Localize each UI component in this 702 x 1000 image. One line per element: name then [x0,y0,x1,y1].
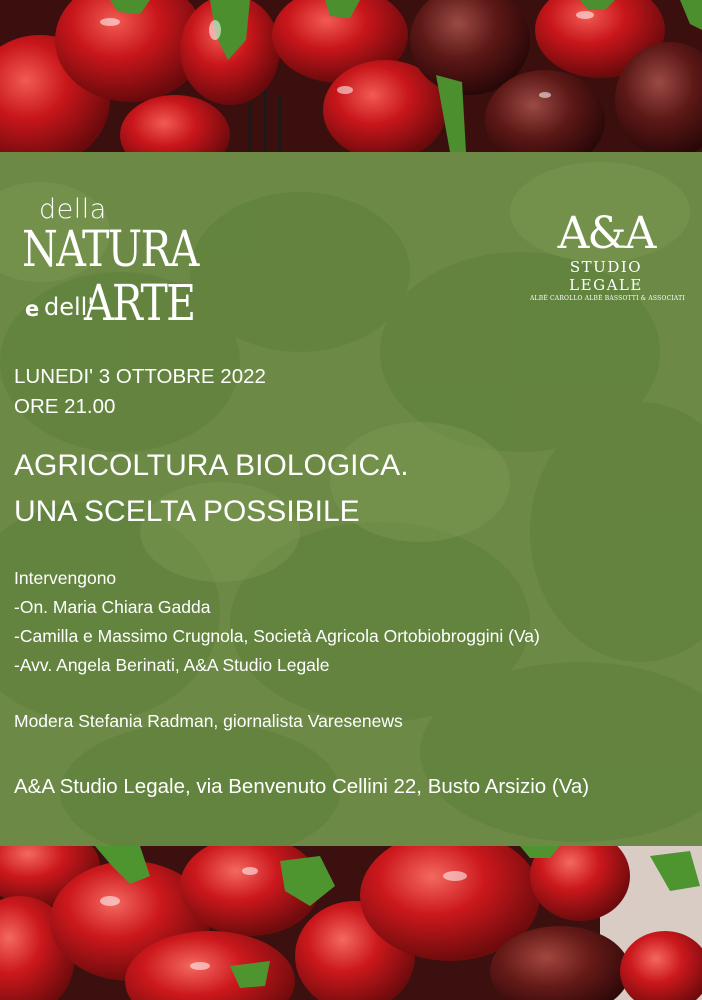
moderator-text: Modera Stefania Radman, giornalista Varesenews [14,711,403,731]
event-date-block [14,362,266,422]
speakers-heading: Intervengono [14,568,117,588]
della-natura-dellarte-logo [22,194,242,332]
bottom-pepper-photo [0,846,702,1000]
event-date: LUNEDI' 3 OTTOBRE 2022 [14,365,266,388]
event-title-line2: UNA SCELTA POSSIBILE [14,495,360,528]
logo-word-arte: ARTE [84,274,195,332]
aa-studio-legale-logo [530,208,685,302]
logo-word-della: della [39,194,107,225]
speaker-item: -Camilla e Massimo Crugnola, Società Agricola Ortobiobroggini (Va) [14,626,540,646]
aa-logo-name: STUDIO LEGALE [569,258,643,294]
speaker-item: -On. Maria Chiara Gadda [14,597,211,617]
logo-word-natura: NATURA [22,220,198,278]
event-info-panel [0,152,702,846]
speakers-list [14,564,540,680]
event-time: ORE 21.00 [14,395,116,418]
event-title-line1: AGRICOLTURA BIOLOGICA. [14,449,409,482]
event-address: A&A Studio Legale, via Benvenuto Cellini 22, Busto Arsizio (Va) [14,775,590,798]
speaker-item: -Avv. Angela Berinati, A&A Studio Legale [14,655,330,675]
aa-logo-mark: A&A [557,208,655,259]
top-pepper-photo [0,0,702,152]
aa-logo-subtitle: ALBÈ CAROLLO ALBÈ BASSOTTI & ASSOCIATI [530,295,685,302]
event-title [14,443,409,535]
logo-word-dell: dell' [44,293,94,321]
logo-word-e: e [25,297,40,321]
